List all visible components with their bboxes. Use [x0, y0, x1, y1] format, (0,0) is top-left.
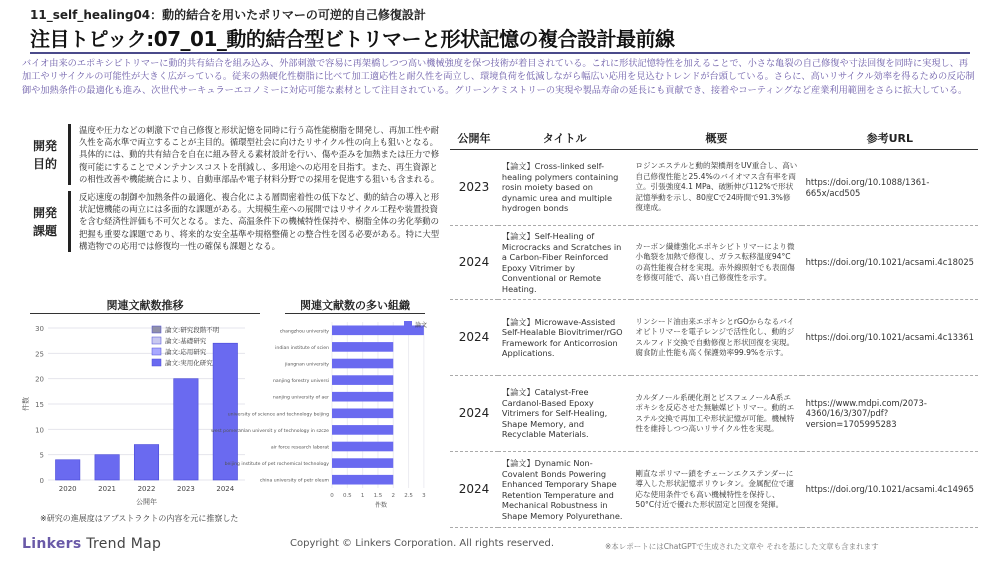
table-row — [450, 150, 978, 226]
row-year: 2024 — [450, 226, 498, 300]
y-tick-label: 25 — [35, 350, 44, 359]
org-bar — [332, 359, 393, 369]
table-row — [450, 452, 978, 528]
org-label: university of science and technology beijing — [227, 412, 329, 418]
row-url-link[interactable]: https://doi.org/10.1088/1361-665x/acd505 — [802, 150, 978, 226]
legend-swatch — [152, 326, 161, 333]
col-year: 公開年 — [450, 127, 498, 150]
issues-label — [22, 191, 68, 252]
purpose-label — [22, 124, 68, 185]
x-tick-label: 0.5 — [342, 493, 352, 499]
y-tick-label: 10 — [35, 426, 44, 435]
legend-swatch — [152, 348, 161, 355]
logo-brand: Linkers — [22, 536, 82, 552]
org-label: china university of petr oleum — [259, 478, 329, 484]
legend-label: 論文:応用研究 — [165, 348, 207, 356]
row-title: 【論文】Microwave-Assisted Self-Healable Biovitrimer/rGO Framework for Anticorrosion Applications. — [498, 300, 631, 376]
org-label: nanjing university of aer — [272, 395, 329, 401]
intro-paragraph: バイオ由来のエポキシビトリマーに動的共有結合を組み込み、外部刺激で容易に再架橋しつつ高い機械強度を保つ技術が着目されている。これに形状記憶特性を加えることで、小さな亀裂の自己修復や寸法回復を同時に実現し、再加工やリサイクルの可能性が大きく広がっている。従来の熱硬化性樹脂に比べて加工適応性と耐久性を両立し、環境負荷を低減しながら幅広い応用を見込むトレンドが台頭している。さらに、高いリサイクル効率を得るための反応制御や加熱条件の最適化も進み、次世代サーキュラーエコノミーに対応可能な素材として注目されている。グリーンケミストリーの実現や製品寿命の延長にも貢献でき、接着やコーティングなど産業利用範囲をさらに拡大している。 — [22, 58, 975, 96]
copyright: Copyright © Linkers Corporation. All rights reserved. — [290, 538, 554, 549]
y-tick-label: 0 — [39, 477, 44, 485]
purpose-section — [22, 124, 442, 258]
brand-logo — [22, 536, 161, 552]
x-tick-label: 0 — [330, 493, 334, 499]
org-bar — [332, 442, 393, 452]
legend-swatch — [152, 359, 161, 366]
trend-chart-title-line — [30, 313, 260, 314]
row-overview: 剛直なポリマー鎖をチェーンエクステンダーに導入した形状記憶ポリウレタン。金属配位で適応な使用条件でも高い機械特性を保持し、50°C付近で優れた形状固定と回復を発揮。 — [631, 452, 801, 528]
row-year: 2024 — [450, 300, 498, 376]
col-url: 参考URL — [802, 127, 978, 150]
bar-2023 — [174, 379, 198, 480]
bar-2021 — [95, 455, 119, 480]
row-title: 【論文】Cross-linked self-healing polymers containing rosin moiety based on dynamic urea and multiple hydrogen bonds — [498, 150, 631, 226]
trend-chart-title: 関連文献数推移 — [106, 299, 184, 312]
literature-table — [450, 127, 978, 528]
page-title: 注目トピック:07_01_動的結合型ビトリマーと形状記憶の複合設計最前線 — [30, 27, 675, 51]
issues-bar — [68, 191, 71, 252]
row-url-link[interactable]: https://www.mdpi.com/2073-4360/16/3/307/pdf?version=1705995283 — [802, 376, 978, 452]
y-tick-label: 30 — [35, 325, 44, 333]
footer-note: ※本レポートにはChatGPTで生成された文章や それを基にした文章も含まれます — [605, 542, 879, 551]
x-axis-label: 件数 — [374, 502, 388, 509]
org-label: west pomeranian universit y of technology in szcze — [210, 428, 329, 434]
org-label: changzhou university — [279, 329, 329, 335]
org-label: jiangnan university — [284, 362, 329, 368]
col-overview: 概要 — [631, 127, 801, 150]
x-tick-label: 2 — [391, 493, 395, 499]
purpose-row — [22, 124, 442, 185]
row-title: 【論文】Self-Healing of Microcracks and Scratches in a Carbon-Fiber Reinforced Epoxy Vitrimer by Conventional or Remote Heating. — [498, 226, 631, 300]
col-title: タイトル — [498, 127, 631, 150]
y-axis-label: 件数 — [22, 397, 30, 411]
row-year: 2024 — [450, 376, 498, 452]
legend-label: 論文:研究段階不明 — [165, 326, 220, 334]
row-url-link[interactable]: https://doi.org/10.1021/acsami.4c18025 — [802, 226, 978, 300]
x-tick-label: 2021 — [98, 485, 117, 493]
x-tick-label: 3 — [422, 493, 426, 499]
y-tick-label: 15 — [35, 401, 44, 409]
org-bar — [332, 342, 393, 352]
org-bar — [332, 425, 393, 435]
purpose-text: 温度や圧力などの刺激下で自己修復と形状記憶を同時に行う高性能樹脂を開発し、再加工性や耐久性を高水準で両立することが主目的。循環型社会に向けたリサイクル性の向上も狙いとなる。具体的には、動的共有結合を自在に組み替える素材設計を行い、傷や歪みを加熱または圧力で修復可能にすることでメンテナンスコストを削減し、多用途への応用を目指す。また、再生資源との相性改善や機能統合により、自動車部品や電子材料分野での採用を促進する狙いも含まれる。 — [79, 125, 440, 184]
org-bar — [332, 392, 393, 402]
issues-label-text: 開発 課題 — [32, 205, 57, 238]
org-bar — [332, 375, 393, 385]
org-bar — [332, 458, 393, 468]
row-overview: ロジンエステルと動的架橋剤をUV重合し、高い自己修復性能と25.4%のバイオマス含有率を両立。引張強度4.1 MPa、破断伸び112%で形状記憶挙動を示し、80度Cで24時間で91.3%修復達成。 — [631, 150, 801, 226]
legend-label: 論文:基礎研究 — [165, 337, 207, 345]
issues-row — [22, 191, 442, 252]
row-overview: カルダノール系硬化剤とビスフェノールA系エポキシを反応させた無触媒ビトリマー。動的エステル交換で再加工や形状記憶が可能。機械特性を維持しつつ高いリサイクル性を実現。 — [631, 376, 801, 452]
row-url-link[interactable]: https://doi.org/10.1021/acsami.4c14965 — [802, 452, 978, 528]
row-url-link[interactable]: https://doi.org/10.1021/acsami.4c13361 — [802, 300, 978, 376]
org-label: nanjing forestry universi — [273, 379, 329, 385]
x-tick-label: 2020 — [58, 485, 77, 493]
bar-2020 — [55, 460, 79, 480]
row-title: 【論文】Dynamic Non-Covalent Bonds Powering Enhanced Temporary Shape Retention Temperature and Mechanical Robustness in Shape Memory Polyurethane. — [498, 452, 631, 528]
legend-swatch — [152, 337, 161, 344]
purpose-bar — [68, 124, 71, 185]
table-row — [450, 376, 978, 452]
report-subtitle: 11_self_healing04：動的結合を用いたポリマーの可逆的自己修復設計 — [30, 8, 426, 22]
table-row — [450, 300, 978, 376]
legend-swatch — [404, 321, 412, 327]
legend-label: 論文 — [415, 322, 428, 329]
x-axis-label: 公開年 — [136, 498, 157, 506]
row-year: 2024 — [450, 452, 498, 528]
chart-note: ※研究の進展度はアブストラクトの内容を元に推察した — [40, 514, 239, 523]
legend-label: 論文:実用化研究 — [165, 359, 213, 367]
org-bar — [332, 475, 393, 485]
bar-2022 — [134, 445, 158, 480]
trend-chart — [20, 318, 255, 510]
x-tick-label: 2024 — [216, 485, 235, 493]
org-label: indian institute of scien — [275, 345, 329, 351]
org-chart-title: 関連文献数の多い組織 — [300, 299, 410, 312]
row-title: 【論文】Catalyst-Free Cardanol-Based Epoxy Vitrimers for Self-Healing, Shape Memory, and Recyclable Materials. — [498, 376, 631, 452]
y-tick-label: 5 — [39, 451, 44, 460]
x-tick-label: 2022 — [137, 485, 156, 493]
table-row — [450, 226, 978, 300]
row-year: 2023 — [450, 150, 498, 226]
row-overview: カーボン繊維強化エポキシビトリマーにより微小亀裂を加熱で修復し、ガラス転移温度94°Cの高性能複合材を実現。赤外線照射でも表面傷を修復可能で、高い自己修復性を示す。 — [631, 226, 801, 300]
header-divider — [30, 52, 970, 54]
org-chart-title-line — [285, 313, 425, 314]
x-tick-label: 2.5 — [404, 493, 413, 499]
org-bar — [332, 408, 393, 418]
purpose-label-text: 開発 目的 — [32, 138, 57, 171]
x-tick-label: 2023 — [176, 485, 195, 493]
issues-text: 反応速度の制御や加熱条件の最適化、複合化による層間密着性の低下など、動的結合の導入と形状記憶機能の両立には多面的な課題がある。大規模生産への展開ではリサイクル工程や装置投資を含む経済性評価も不可欠となる。また、高温条件下の機械特性保持や、樹脂全体の劣化挙動の把握も重要な課題であり、将来的な安全基準や規格整備との整合性を図る必要がある。特に大型構造物での応用では修復均一性の確保も課題となる。 — [79, 192, 440, 251]
x-tick-label: 1.5 — [373, 493, 383, 499]
table-header-row — [450, 127, 978, 150]
logo-rest: Trend Map — [81, 536, 162, 552]
y-tick-label: 20 — [35, 375, 44, 384]
x-tick-label: 1 — [360, 493, 365, 499]
org-label: beijing institute of pet rochemical technology — [224, 462, 329, 468]
row-overview: リンシード油由来エポキシとrGOからなるバイオビトリマーを電子レンジで活性化し、動的ジスルフィド交換で自動修復と形状回復を実現。腐食防止性能も高く保護効率99.9%を示す。 — [631, 300, 801, 376]
org-label: air force research laborat — [270, 445, 329, 451]
